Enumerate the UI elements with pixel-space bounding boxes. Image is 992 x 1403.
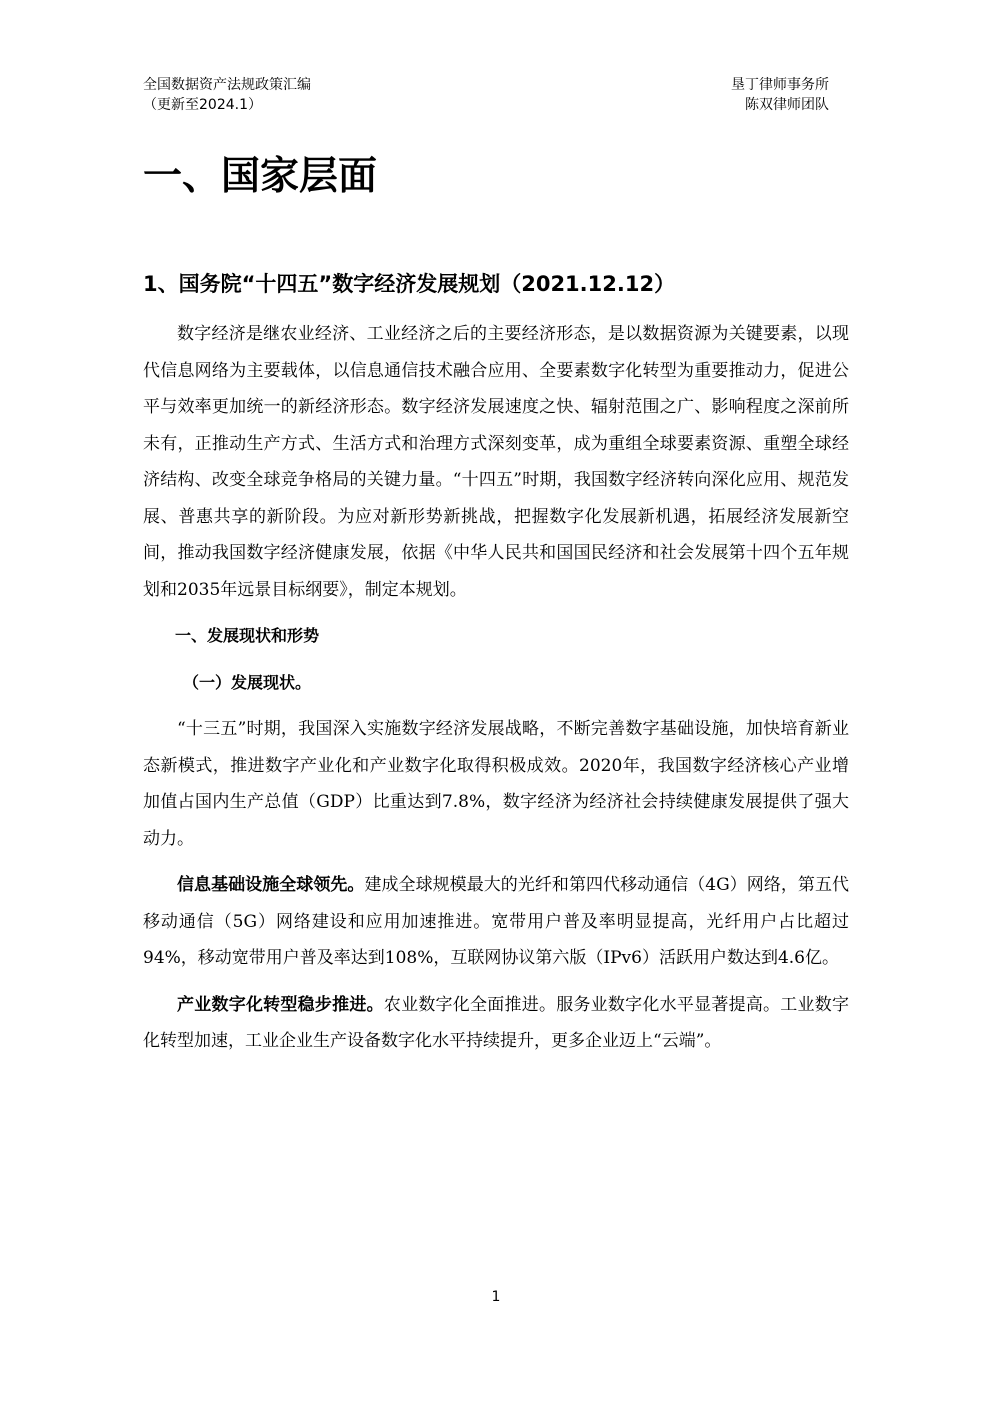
paragraph-text: 农业数字化全面推进。服务业数字化水平显著提高。工业数字化转型加速，工业企业生产设备数字化水平持续提升，更多企业迈上“云端”。 (143, 994, 850, 1051)
law-firm-name: 垦丁律师事务所 (731, 77, 829, 93)
paragraph-infrastructure (143, 867, 849, 977)
paragraph-lead: 产业数字化转型稳步推进。 (177, 994, 384, 1015)
heading-development-status: （一）发展现状。 (183, 672, 312, 692)
section-title: 1、国务院“十四五”数字经济发展规划（2021.12.12） (143, 272, 676, 296)
paragraph-thirteenth-five-year: “十三五”时期，我国深入实施数字经济发展战略，不断完善数字基础设施，加快培育新业态新模式，推进数字产业化和产业数字化取得积极成效。2020年，我国数字经济核心产业增加值占国内生产总值（GDP）比重达到7.8%，数字经济为经济社会持续健康发展提供了强大动力。 (143, 719, 849, 849)
document-body (143, 316, 849, 1070)
document-title: 全国数据资产法规政策汇编 (143, 77, 311, 93)
paragraph-lead: 信息基础设施全球领先。 (177, 875, 365, 895)
update-note: （更新至2024.1） (143, 97, 262, 113)
page-number: 1 (491, 1289, 501, 1305)
intro-paragraph: 数字经济是继农业经济、工业经济之后的主要经济形态，是以数据资源为关键要素，以现代信息网络为主要载体，以信息通信技术融合应用、全要素数字化转型为重要推动力，促进公平与效率更加统一的新经济形态。数字经济发展速度之快、辐射范围之广、影响程度之深前所未有，正推动生产方式、生活方式和治理方式深刻变革，成为重组全球要素资源、重塑全球经济结构、改变全球竞争格局的关键力量。“十四五”时期，我国数字经济转向深化应用、规范发展、普惠共享的新阶段。为应对新形势新挑战，把握数字化发展新机遇，拓展经济发展新空间，推动我国数字经济健康发展，依据《中华人民共和国国民经济和社会发展第十四个五年规划和2035年远景目标纲要》，制定本规划。 (143, 324, 849, 600)
lawyer-team-name: 陈双律师团队 (745, 97, 829, 113)
paragraph-industrial-digitalization (143, 987, 849, 1060)
header-left (143, 75, 311, 115)
paragraph-text: 建成全球规模最大的光纤和第四代移动通信（4G）网络，第五代移动通信（5G）网络建设和应用加速推进。宽带用户普及率明显提高，光纤用户占比超过94%，移动宽带用户普及率达到108%，互联网协议第六版（IPv6）活跃用户数达到4.6亿。 (143, 875, 849, 968)
header-right (731, 75, 829, 115)
chapter-title: 一、国家层面 (143, 154, 378, 199)
heading-development-status-and-situation: 一、发展现状和形势 (175, 626, 320, 645)
